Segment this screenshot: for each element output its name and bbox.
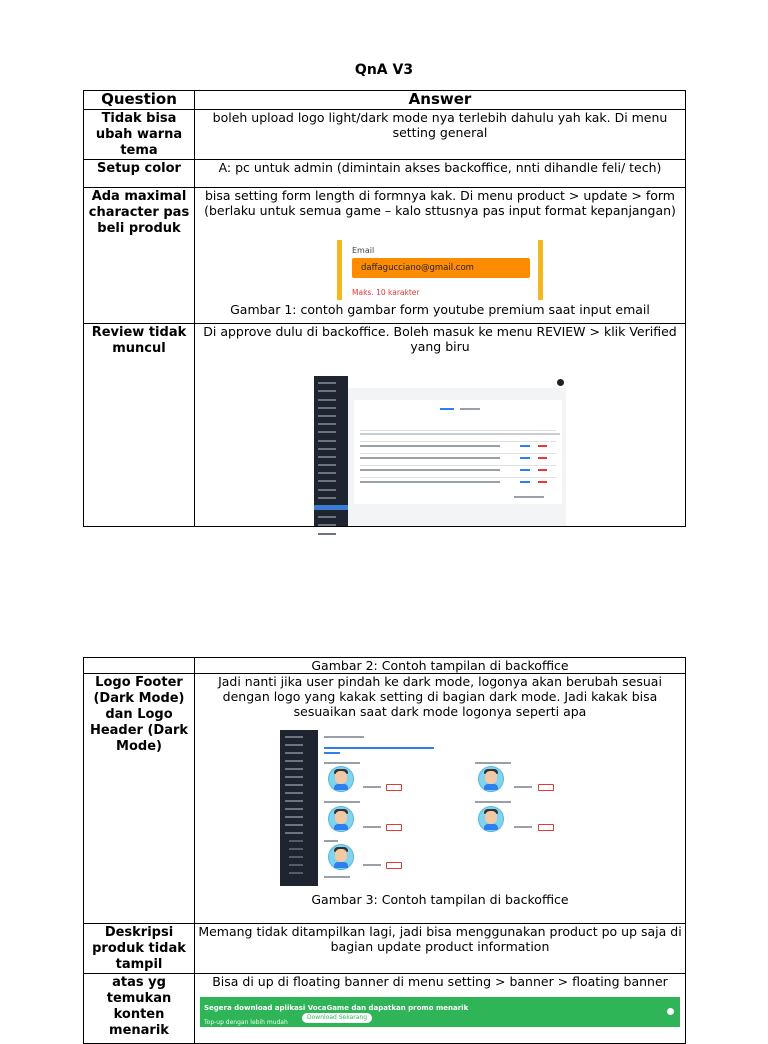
empty-question-cell [84,658,195,674]
question-cell: Ada maximal character pas beli produk [84,188,195,324]
logo-preview-icon [328,766,354,792]
question-cell: Tidak bisa ubah warna tema [84,110,195,160]
table-row [84,110,686,160]
sidebar-item-review [314,505,348,510]
answer-cell [195,324,686,527]
backoffice-topbar [348,376,566,388]
review-backoffice-screenshot [314,376,566,526]
figure-caption: Gambar 1: contoh gambar form youtube premium saat input email [230,302,650,317]
question-cell: Logo Footer (Dark Mode) dan Logo Header (Dark Mode) [84,674,195,924]
header-answer: Answer [195,91,686,110]
email-field: daffagucciano@gmail.com [352,258,530,278]
answer-text: bisa setting form length di formnya kak. Di menu product > update > form (berlaku untuk semua game – kalo sttusnya pas input format kepanjangan) [204,188,676,218]
review-table [354,400,562,504]
backoffice-sidebar [280,730,318,886]
answer-text: Jadi nanti jika user pindah ke dark mode, logonya akan berubah sesuai dengan logo yang kakak setting di bagian dark mode. Jadi kakak bisa sesuaikan saat dark mode logonya seperti apa [218,674,662,719]
figure-caption: Gambar 2: Contoh tampilan di backoffice [195,658,686,674]
qna-table-2 [83,657,686,1044]
question-cell: Deskripsi produk tidak tampil [84,924,195,974]
dark-mode-backoffice-screenshot [280,730,600,886]
logo-preview-icon [478,806,504,832]
answer-cell: A: pc untuk admin (dimintain akses backoffice, nnti dihandle feli/ tech) [195,160,686,188]
banner-subtext: Top-up dengan lebih mudah [204,1019,288,1026]
qna-table-1 [83,90,686,527]
answer-text: Bisa di up di floating banner di menu setting > banner > floating banner [212,974,668,989]
question-cell: Review tidak muncul [84,324,195,527]
close-icon [667,1008,674,1015]
table-header-row [84,91,686,110]
email-length-hint: Maks. 10 karakter [352,288,420,297]
floating-banner-screenshot [200,997,680,1027]
question-cell: Setup color [84,160,195,188]
answer-cell [195,674,686,924]
table-row [84,674,686,924]
answer-cell [195,188,686,324]
logo-preview-icon [328,844,354,870]
answer-cell [195,974,686,1044]
banner-download-button: Download Sekarang [302,1013,372,1023]
logo-settings-panel [318,730,600,886]
email-label: Email [352,246,375,255]
table-row [84,160,686,188]
answer-cell: Memang tidak ditampilkan lagi, jadi bisa menggunakan product po up saja di bagian update product information [195,924,686,974]
question-cell: atas yg temukan konten menarik [84,974,195,1044]
backoffice-sidebar [314,376,348,526]
answer-cell: boleh upload logo light/dark mode nya terlebih dahulu yah kak. Di menu setting general [195,110,686,160]
table-row [84,188,686,324]
table-row [84,974,686,1044]
email-form-screenshot [337,240,543,300]
logo-preview-icon [478,766,504,792]
figure-caption: Gambar 3: Contoh tampilan di backoffice [311,892,569,907]
logo-preview-icon [328,806,354,832]
table-row [84,924,686,974]
avatar [557,379,564,386]
document-title: QnA V3 [354,62,414,78]
answer-text: Di approve dulu di backoffice. Boleh masuk ke menu REVIEW > klik Verified yang biru [203,324,677,354]
banner-headline: Segera download aplikasi VocaGame dan dapatkan promo menarik [204,1004,469,1012]
table-row [84,658,686,674]
table-row [84,324,686,527]
header-question: Question [84,91,195,110]
